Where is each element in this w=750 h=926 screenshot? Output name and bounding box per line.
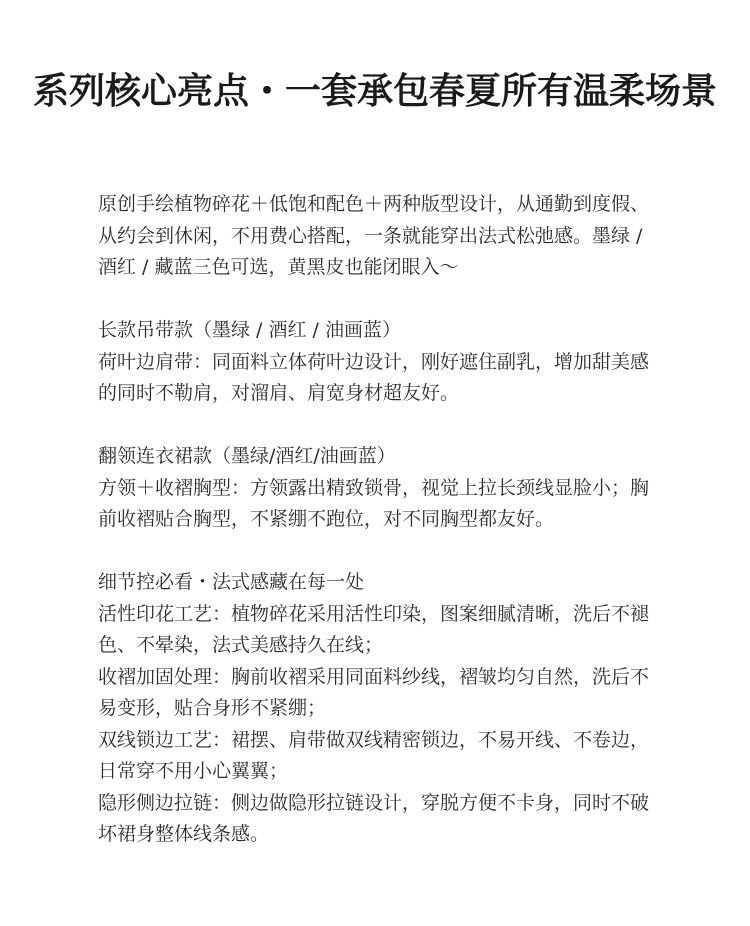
article-body — [98, 189, 664, 851]
spacer — [98, 284, 664, 316]
feature-invisible-zipper: 隐形侧边拉链：侧边做隐形拉链设计，穿脱方便不卡身，同时不破坏裙身整体线条感。 — [98, 791, 650, 845]
feature-reactive-print: 活性印花工艺：植物碎花采用活性印染，图案细腻清晰，洗后不褪色、不晕染，法式美感持久在线； — [98, 602, 650, 656]
intro-paragraph: 原创手绘植物碎花＋低饱和配色＋两种版型设计，从通勤到度假、从约会到休闲，不用费心搭配，一条就能穿出法式松弛感。墨绿 / 酒红 / 藏蓝三色可选，黄黑皮也能闭眼入～ — [98, 193, 650, 278]
feature-square-neck: 方领＋收褶胸型：方领露出精致锁骨，视觉上拉长颈线显脸小；胸前收褶贴合胸型，不紧绷不跑位，对不同胸型都友好。 — [98, 476, 650, 530]
section-heading-collar-dress: 翻领连衣裙款（墨绿/酒红/油画蓝） — [98, 445, 396, 467]
feature-ruffle-strap: 荷叶边肩带：同面料立体荷叶边设计，刚好遮住副乳，增加甜美感的同时不勒肩，对溜肩、肩宽身材超友好。 — [98, 350, 650, 404]
spacer — [98, 410, 664, 442]
spacer — [98, 536, 664, 568]
page-title: 系列核心亮点・一套承包春夏所有温柔场景 — [32, 71, 717, 112]
section-heading-details: 细节控必看・法式感藏在每一处 — [98, 571, 365, 593]
feature-pleat-reinforce: 收褶加固处理：胸前收褶采用同面料纱线，褶皱均匀自然，洗后不易变形，贴合身形不紧绷； — [98, 665, 650, 719]
section-heading-long-strap: 长款吊带款（墨绿 / 酒红 / 油画蓝） — [98, 319, 401, 341]
feature-double-overlock: 双线锁边工艺：裙摆、肩带做双线精密锁边，不易开线、不卷边，日常穿不用小心翼翼； — [98, 728, 650, 782]
